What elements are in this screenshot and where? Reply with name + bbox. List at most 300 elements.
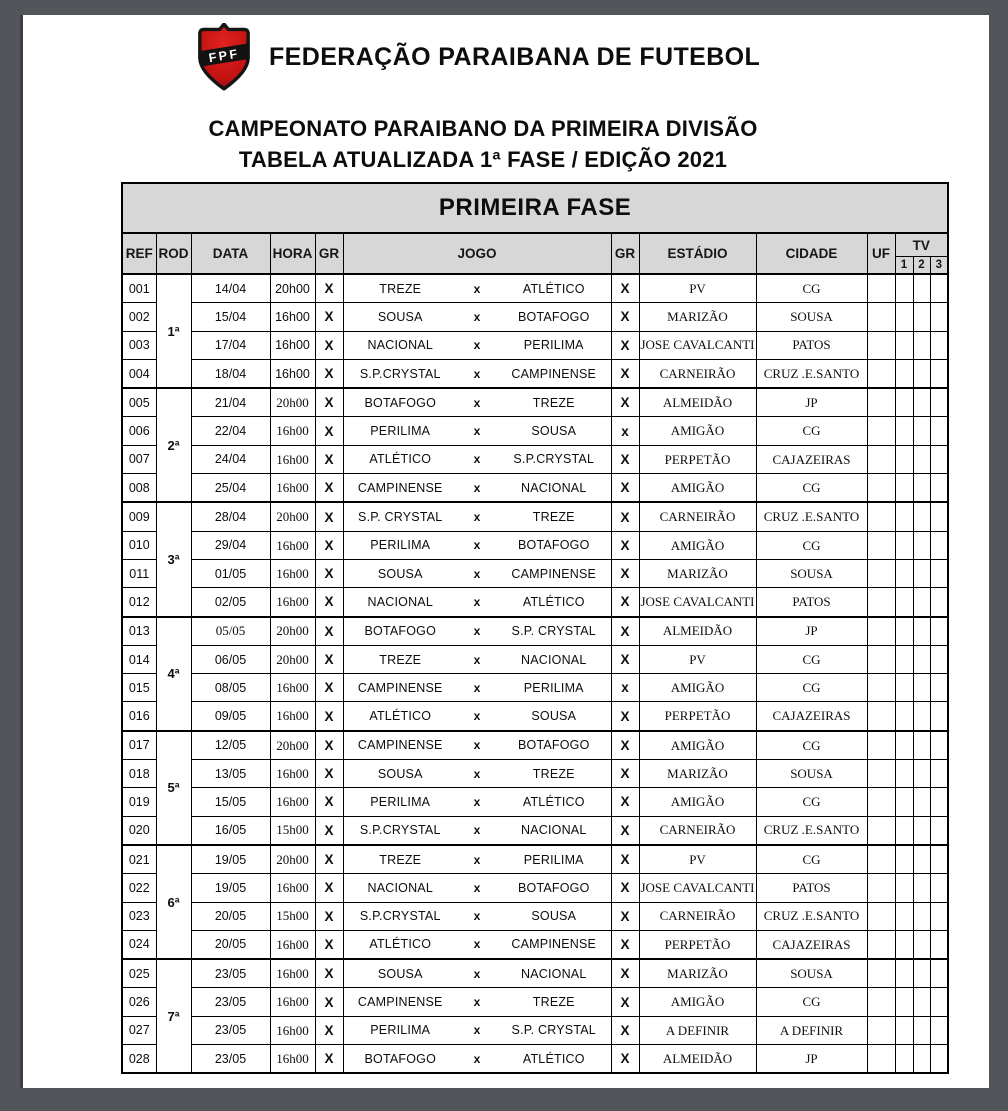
match-date: 29/04 [191,531,270,559]
tv-cell-1 [895,359,913,388]
table-row [122,816,948,845]
table-row [122,845,948,874]
tv-cell-3 [930,303,948,331]
group-mark-right: X [611,303,639,331]
col-header-cidade: CIDADE [756,233,867,274]
match-date: 13/05 [191,760,270,788]
away-team: BOTAFOGO [517,738,590,753]
table-row [122,902,948,930]
uf-cell [867,674,895,702]
city-cell: CG [756,474,867,503]
tv-cell-2 [913,959,930,988]
stadium-cell: MARIZÃO [639,559,756,587]
group-mark-right: X [611,645,639,673]
stadium-cell: A DEFINIR [639,1016,756,1044]
tv-cell-1 [895,417,913,445]
match-date: 24/04 [191,445,270,473]
city-cell: CRUZ .E.SANTO [756,359,867,388]
table-row [122,874,948,902]
match-cell [343,588,611,617]
group-mark-left: X [315,617,343,646]
stadium-cell: MARIZÃO [639,760,756,788]
away-team: NACIONAL [520,652,587,667]
tv-cell-2 [913,617,930,646]
group-mark-left: X [315,988,343,1016]
home-team: PERILIMA [370,424,431,439]
stadium-cell: JOSE CAVALCANTI [639,874,756,902]
stadium-cell: AMIGÃO [639,731,756,760]
group-mark-left: X [315,331,343,359]
versus-mark: x [473,624,481,639]
uf-cell [867,788,895,816]
tv-cell-2 [913,588,930,617]
home-team: CAMPINENSE [357,995,443,1010]
masthead [195,23,760,91]
home-team: TREZE [379,852,422,867]
group-mark-left: X [315,474,343,503]
versus-mark: x [473,937,481,952]
match-cell [343,731,611,760]
tv-cell-2 [913,331,930,359]
away-team: CAMPINENSE [511,366,597,381]
group-mark-right: X [611,331,639,359]
versus-mark: x [473,709,481,724]
match-time: 20h00 [270,274,315,303]
away-team: TREZE [532,395,575,410]
home-team: NACIONAL [367,338,433,353]
match-time: 16h00 [270,1045,315,1074]
group-mark-right: X [611,388,639,417]
match-time: 15h00 [270,816,315,845]
table-row [122,559,948,587]
match-ref: 012 [122,588,156,617]
city-cell: A DEFINIR [756,1016,867,1044]
table-row [122,988,948,1016]
tv-cell-3 [930,445,948,473]
match-date: 22/04 [191,417,270,445]
away-team: S.P. CRYSTAL [511,1023,596,1038]
away-team: TREZE [532,510,575,525]
tv-cell-2 [913,845,930,874]
match-ref: 016 [122,702,156,731]
stadium-cell: CARNEIRÃO [639,502,756,531]
away-team: S.P.CRYSTAL [513,452,595,467]
stadium-cell: AMIGÃO [639,474,756,503]
match-cell [343,617,611,646]
tv-cell-2 [913,417,930,445]
city-cell: PATOS [756,331,867,359]
phase-band [122,183,948,233]
tv-cell-3 [930,760,948,788]
city-cell: SOUSA [756,559,867,587]
group-mark-left: X [315,845,343,874]
stadium-cell: ALMEIDÃO [639,388,756,417]
match-time: 20h00 [270,617,315,646]
group-mark-right: X [611,559,639,587]
group-mark-left: X [315,388,343,417]
versus-mark: x [473,424,481,439]
city-cell: CG [756,788,867,816]
group-mark-left: X [315,502,343,531]
tv-cell-2 [913,874,930,902]
column-header-row [122,233,948,257]
match-cell [343,788,611,816]
away-team: BOTAFOGO [517,309,590,324]
round-label: 4ª [156,617,191,731]
group-mark-left: X [315,1045,343,1074]
match-time: 16h00 [270,303,315,331]
match-time: 16h00 [270,331,315,359]
match-time: 16h00 [270,1016,315,1044]
fpf-shield-logo [195,23,253,91]
group-mark-left: X [315,1016,343,1044]
match-time: 16h00 [270,788,315,816]
match-date: 23/05 [191,988,270,1016]
tv-cell-2 [913,930,930,959]
uf-cell [867,388,895,417]
away-team: S.P. CRYSTAL [511,624,596,639]
city-cell: CRUZ .E.SANTO [756,502,867,531]
group-mark-right: X [611,474,639,503]
match-ref: 024 [122,930,156,959]
match-date: 05/05 [191,617,270,646]
match-ref: 007 [122,445,156,473]
match-cell [343,902,611,930]
versus-mark: x [473,909,481,924]
match-date: 02/05 [191,588,270,617]
match-time: 20h00 [270,845,315,874]
uf-cell [867,417,895,445]
group-mark-right: X [611,502,639,531]
match-ref: 002 [122,303,156,331]
tv-cell-1 [895,1045,913,1074]
away-team: BOTAFOGO [517,880,590,895]
match-ref: 004 [122,359,156,388]
home-team: S.P.CRYSTAL [359,366,441,381]
table-row [122,417,948,445]
city-cell: CG [756,731,867,760]
versus-mark: x [473,680,481,695]
table-row [122,588,948,617]
match-time: 16h00 [270,445,315,473]
group-mark-left: X [315,445,343,473]
tv-cell-1 [895,303,913,331]
stadium-cell: AMIGÃO [639,988,756,1016]
group-mark-right: X [611,731,639,760]
match-time: 16h00 [270,702,315,731]
table-row [122,303,948,331]
fixture-table [121,182,949,1074]
group-mark-right: X [611,588,639,617]
match-time: 16h00 [270,588,315,617]
uf-cell [867,959,895,988]
match-date: 25/04 [191,474,270,503]
match-cell [343,417,611,445]
uf-cell [867,588,895,617]
federation-title: FEDERAÇÃO PARAIBANA DE FUTEBOL [269,42,761,71]
home-team: CAMPINENSE [357,680,443,695]
stadium-cell: CARNEIRÃO [639,902,756,930]
table-row [122,788,948,816]
match-date: 20/05 [191,902,270,930]
match-time: 20h00 [270,645,315,673]
versus-mark: x [473,566,481,581]
match-date: 23/05 [191,959,270,988]
round-label: 6ª [156,845,191,959]
table-row [122,531,948,559]
table-row [122,930,948,959]
match-ref: 003 [122,331,156,359]
match-date: 08/05 [191,674,270,702]
match-ref: 025 [122,959,156,988]
tv-cell-2 [913,988,930,1016]
group-mark-right: X [611,845,639,874]
home-team: NACIONAL [367,880,433,895]
document-page [20,15,989,1088]
match-ref: 010 [122,531,156,559]
uf-cell [867,930,895,959]
home-team: NACIONAL [367,594,433,609]
match-cell [343,816,611,845]
versus-mark: x [473,766,481,781]
tv-cell-2 [913,1045,930,1074]
city-cell: CG [756,988,867,1016]
stadium-cell: PERPETÃO [639,445,756,473]
uf-cell [867,731,895,760]
city-cell: CAJAZEIRAS [756,702,867,731]
tv-cell-2 [913,788,930,816]
group-mark-right: X [611,760,639,788]
away-team: SOUSA [531,424,577,439]
phase-band-title: PRIMEIRA FASE [122,183,948,233]
match-ref: 019 [122,788,156,816]
match-cell [343,303,611,331]
match-time: 16h00 [270,417,315,445]
versus-mark: x [473,794,481,809]
tv-cell-1 [895,474,913,503]
tv-cell-3 [930,417,948,445]
versus-mark: x [473,338,481,353]
uf-cell [867,331,895,359]
home-team: BOTAFOGO [364,624,436,639]
group-mark-left: X [315,417,343,445]
tv-cell-3 [930,559,948,587]
stadium-cell: PV [639,845,756,874]
tv-cell-3 [930,902,948,930]
group-mark-left: X [315,702,343,731]
tv-cell-3 [930,531,948,559]
match-date: 06/05 [191,645,270,673]
home-team: ATLÉTICO [369,937,432,952]
versus-mark: x [473,995,481,1010]
home-team: S.P. CRYSTAL [358,510,443,525]
table-row [122,1045,948,1074]
match-time: 16h00 [270,474,315,503]
stadium-cell: JOSE CAVALCANTI [639,331,756,359]
tv-cell-3 [930,988,948,1016]
match-cell [343,874,611,902]
group-mark-right: X [611,531,639,559]
home-team: TREZE [379,281,422,296]
tv-cell-2 [913,760,930,788]
stadium-cell: AMIGÃO [639,674,756,702]
tv-cell-1 [895,902,913,930]
match-ref: 006 [122,417,156,445]
group-mark-left: X [315,559,343,587]
round-label: 5ª [156,731,191,845]
away-team: ATLÉTICO [522,594,585,609]
group-mark-right: X [611,702,639,731]
match-ref: 014 [122,645,156,673]
stadium-cell: CARNEIRÃO [639,359,756,388]
tv-cell-3 [930,1045,948,1074]
tv-cell-3 [930,874,948,902]
table-row [122,445,948,473]
tv-cell-1 [895,388,913,417]
uf-cell [867,531,895,559]
match-ref: 026 [122,988,156,1016]
home-team: PERILIMA [370,1023,431,1038]
city-cell: SOUSA [756,760,867,788]
match-cell [343,760,611,788]
match-time: 16h00 [270,674,315,702]
stadium-cell: AMIGÃO [639,531,756,559]
tv-cell-2 [913,816,930,845]
home-team: TREZE [379,652,422,667]
tv-cell-3 [930,502,948,531]
col-header-gr2: GR [611,233,639,274]
versus-mark: x [473,452,481,467]
tv-cell-3 [930,388,948,417]
city-cell: CAJAZEIRAS [756,445,867,473]
tv-cell-3 [930,274,948,303]
tv-cell-2 [913,531,930,559]
versus-mark: x [473,510,481,525]
tv-cell-1 [895,816,913,845]
city-cell: JP [756,617,867,646]
edition-subtitle: TABELA ATUALIZADA 1ª FASE / EDIÇÃO 2021 [238,147,728,172]
table-row [122,959,948,988]
group-mark-left: X [315,303,343,331]
home-team: S.P.CRYSTAL [359,823,441,838]
col-header-rod: ROD [156,233,191,274]
round-label: 1ª [156,274,191,388]
match-date: 15/04 [191,303,270,331]
away-team: BOTAFOGO [517,538,590,553]
match-cell [343,359,611,388]
table-row [122,617,948,646]
col-header-gr1: GR [315,233,343,274]
group-mark-left: X [315,902,343,930]
uf-cell [867,274,895,303]
col-header-tv-3: 3 [930,257,948,275]
match-date: 28/04 [191,502,270,531]
versus-mark: x [473,366,481,381]
col-header-ref: REF [122,233,156,274]
city-cell: JP [756,1045,867,1074]
tv-cell-1 [895,502,913,531]
match-cell [343,274,611,303]
away-team: PERILIMA [523,680,584,695]
home-team: ATLÉTICO [369,709,432,724]
tv-cell-2 [913,902,930,930]
match-date: 19/05 [191,874,270,902]
table-row [122,331,948,359]
tv-cell-1 [895,645,913,673]
match-time: 16h00 [270,874,315,902]
uf-cell [867,760,895,788]
versus-mark: x [473,480,481,495]
versus-mark: x [473,880,481,895]
away-team: NACIONAL [520,966,587,981]
tv-cell-3 [930,359,948,388]
tv-cell-1 [895,445,913,473]
table-row [122,731,948,760]
tv-cell-3 [930,959,948,988]
uf-cell [867,359,895,388]
match-date: 01/05 [191,559,270,587]
col-header-tv-2: 2 [913,257,930,275]
home-team: PERILIMA [370,794,431,809]
tv-cell-2 [913,1016,930,1044]
match-time: 16h00 [270,359,315,388]
tv-cell-1 [895,531,913,559]
tv-cell-1 [895,930,913,959]
match-date: 16/05 [191,816,270,845]
table-row [122,1016,948,1044]
match-cell [343,959,611,988]
tv-cell-1 [895,988,913,1016]
home-team: PERILIMA [370,538,431,553]
col-header-data: DATA [191,233,270,274]
table-row [122,502,948,531]
stadium-cell: PV [639,645,756,673]
uf-cell [867,816,895,845]
group-mark-left: X [315,760,343,788]
tv-cell-3 [930,930,948,959]
match-time: 16h00 [270,559,315,587]
match-ref: 028 [122,1045,156,1074]
tv-cell-1 [895,1016,913,1044]
match-date: 23/05 [191,1045,270,1074]
city-cell: SOUSA [756,303,867,331]
match-cell [343,645,611,673]
match-cell [343,674,611,702]
round-label: 3ª [156,502,191,616]
match-time: 20h00 [270,731,315,760]
away-team: NACIONAL [520,480,587,495]
uf-cell [867,902,895,930]
group-mark-right: x [611,417,639,445]
match-date: 23/05 [191,1016,270,1044]
match-time: 16h00 [270,760,315,788]
group-mark-left: X [315,645,343,673]
col-header-hora: HORA [270,233,315,274]
versus-mark: x [473,738,481,753]
tv-cell-1 [895,559,913,587]
away-team: TREZE [532,766,575,781]
tv-cell-1 [895,760,913,788]
away-team: ATLÉTICO [522,794,585,809]
match-cell [343,502,611,531]
uf-cell [867,874,895,902]
away-team: ATLÉTICO [522,1051,585,1066]
match-cell [343,445,611,473]
stadium-cell: MARIZÃO [639,303,756,331]
round-label: 7ª [156,959,191,1073]
versus-mark: x [473,966,481,981]
match-ref: 018 [122,760,156,788]
